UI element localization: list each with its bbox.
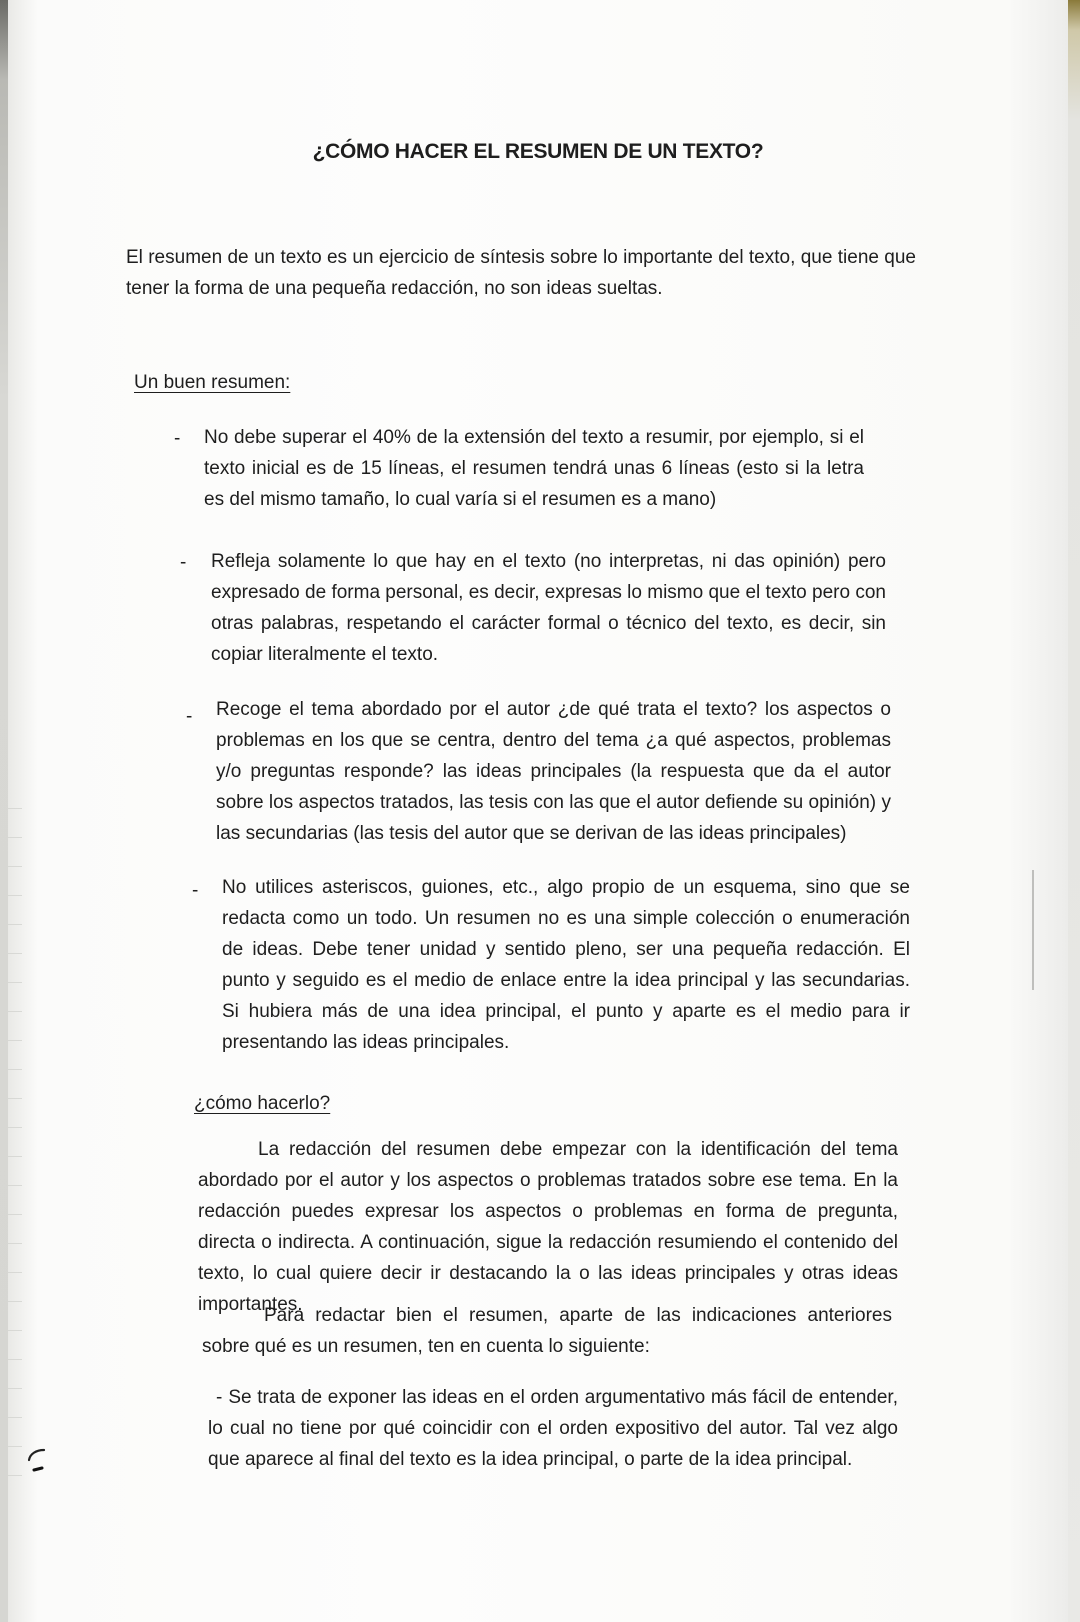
- bullet-item-reflect: Refleja solamente lo que hay en el texto (no interpretas, ni das opinión) pero expresado de forma personal, es decir, expresas lo mismo que el texto pero con otras palabras, respetando el carácter formal o técnico del texto, es decir, sin copiar literalmente el texto.: [211, 551, 886, 665]
- section-heading-good-summary: Un buen resumen:: [134, 372, 291, 393]
- intro-paragraph: El resumen de un texto es un ejercicio de síntesis sobre lo importante del texto, que tiene que tener la forma de una pequeña redacción, no son ideas sueltas.: [126, 247, 916, 299]
- page-right-edge: [1068, 0, 1080, 1622]
- final-list-item-text: Se trata de exponer las ideas en el orden argumentativo más fácil de entender, lo cual no tiene por qué coincidir con el orden expositivo del autor. Tal vez algo que aparece al final del texto es la idea principal, o parte de la idea principal.: [208, 1387, 898, 1470]
- final-list-item: [208, 1382, 898, 1475]
- how-to-paragraph-1: La redacción del resumen debe empezar con la identificación del tema abordado por el autor y los aspectos o problemas tratados sobre ese tema. En la redacción puedes expresar los aspectos o problemas en forma de pregunta, directa o indirecta. A continuación, sigue la redacción resumiendo el contenido del texto, lo cual quiere decir ir destacando la o las ideas principales y otras ideas importantes.: [198, 1139, 898, 1315]
- document-page: [8, 0, 1068, 1622]
- page-left-shadow: [0, 0, 8, 1622]
- section-heading-how-to: ¿cómo hacerlo?: [194, 1093, 331, 1114]
- bullet-dash: -: [192, 880, 199, 901]
- page-fold-mark: [1032, 870, 1034, 990]
- how-to-paragraph-2: Para redactar bien el resumen, aparte de las indicaciones anteriores sobre qué es un resumen, ten en cuenta lo siguiente:: [202, 1305, 892, 1357]
- bullet-dash: -: [186, 706, 193, 727]
- bullet-dash: -: [180, 552, 187, 573]
- document-title: ¿CÓMO HACER EL RESUMEN DE UN TEXTO?: [312, 140, 764, 163]
- handwritten-margin-mark: [26, 1446, 48, 1476]
- bleed-through-grid: [8, 780, 22, 1480]
- bullet-dash: -: [174, 428, 181, 449]
- bullet-item-theme: Recoge el tema abordado por el autor ¿de qué trata el texto? los aspectos o problemas en los que se centra, dentro del tema ¿a qué aspectos, problemas y/o preguntas responde? las ideas principales (la respuesta que da el autor sobre los aspectos tratados, las tesis con las que el autor defiende su opinión) y las secundarias (las tesis del autor que se derivan de las ideas principales): [216, 699, 891, 844]
- bullet-dash: -: [216, 1387, 223, 1408]
- bullet-item-length: No debe superar el 40% de la extensión del texto a resumir, por ejemplo, si el texto inicial es de 15 líneas, el resumen tendrá unas 6 líneas (esto si la letra es del mismo tamaño, lo cual varía si el resumen es a mano): [204, 427, 864, 510]
- bullet-item-no-asterisks: No utilices asteriscos, guiones, etc., algo propio de un esquema, sino que se redacta como un todo. Un resumen no es una simple colección o enumeración de ideas. Debe tener unidad y sentido pleno, ser una pequeña redacción. El punto y seguido es el medio de enlace entre la idea principal y las secundarias. Si hubiera más de una idea principal, el punto y aparte es el medio para ir presentando las ideas principales.: [222, 877, 910, 1053]
